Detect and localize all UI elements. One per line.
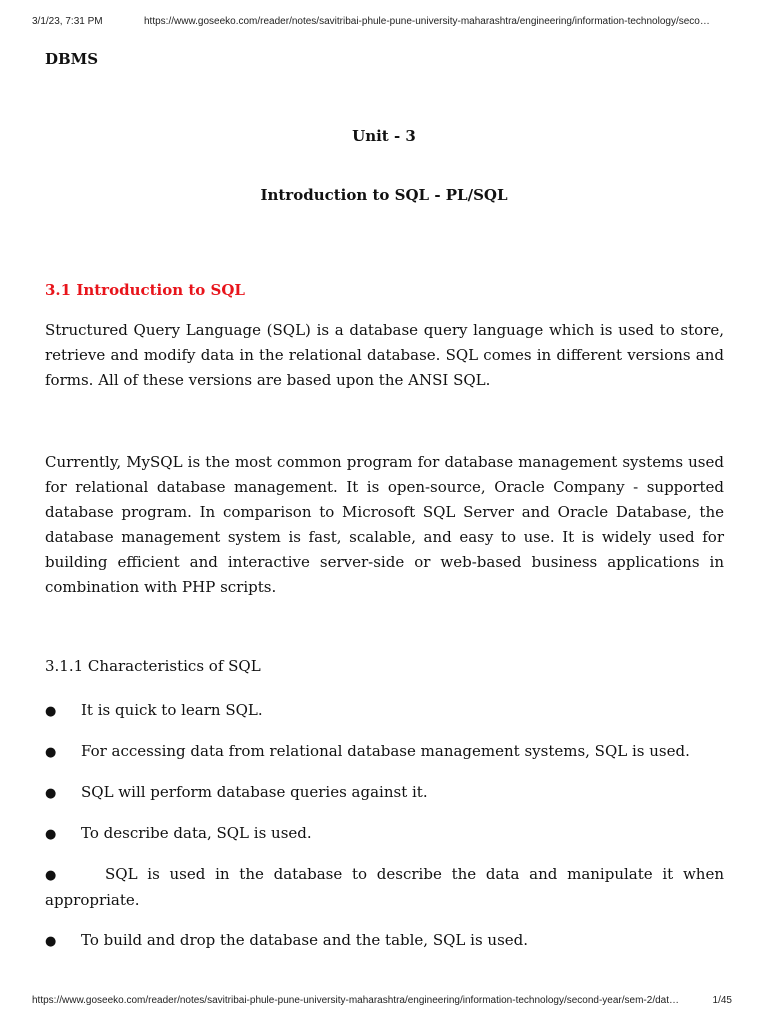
bullet-item <box>45 928 724 954</box>
unit-title: Unit - 3 <box>352 127 416 145</box>
bullet-icon: ● <box>45 827 57 842</box>
chapter-title: Introduction to SQL - PL/SQL <box>260 186 508 204</box>
bullet-text: For accessing data from relational database management systems, SQL is used. <box>81 742 690 760</box>
bullet-text: SQL is used in the database to describe the data and manipulate it when appropriate. <box>45 865 724 909</box>
print-date: 3/1/23, 7:31 PM <box>32 16 103 27</box>
bullet-icon: ● <box>45 786 57 801</box>
bullet-text: It is quick to learn SQL. <box>81 701 263 719</box>
bullet-text: SQL will perform database queries against it. <box>81 783 428 801</box>
intro-paragraph-2: Currently, MySQL is the most common program for database management systems used for relational database management. It is open-source, Oracle Company - supported database program. In comparison to Microsoft SQL Server and Oracle Database, the database management system is fast, scalable, and easy to use. It is widely used for building efficient and interactive server-side or web-based business applications in combination with PHP scripts. <box>45 453 724 596</box>
bullet-item <box>45 780 724 806</box>
bullet-text: To build and drop the database and the table, SQL is used. <box>81 931 529 949</box>
print-footer <box>32 995 732 1006</box>
section-heading: 3.1 Introduction to SQL <box>45 281 245 299</box>
print-header <box>32 16 732 27</box>
print-footer-url: https://www.goseeko.com/reader/notes/savitribai-phule-pune-university-maharashtra/engineering/information-technology/second-year/sem-2/dat… <box>32 995 679 1006</box>
intro-paragraph-1: Structured Query Language (SQL) is a database query language which is used to store, retrieve and modify data in the relational database. SQL comes in different versions and forms. All of these versions are based upon the ANSI SQL. <box>45 321 724 389</box>
bullet-icon: ● <box>45 868 57 883</box>
page-number: 1/45 <box>712 995 732 1006</box>
bullet-item <box>45 821 724 847</box>
bullet-item <box>45 698 724 724</box>
bullet-icon: ● <box>45 745 57 760</box>
bullet-item <box>45 739 724 765</box>
subsection-heading: 3.1.1 Characteristics of SQL <box>45 657 261 675</box>
subject-title: DBMS <box>45 50 99 68</box>
bullet-icon: ● <box>45 704 57 719</box>
print-header-url: https://www.goseeko.com/reader/notes/savitribai-phule-pune-university-maharashtra/engineering/information-technology/seco… <box>144 16 710 27</box>
bullet-icon: ● <box>45 934 57 949</box>
bullet-item <box>45 862 724 913</box>
bullet-text: To describe data, SQL is used. <box>81 824 312 842</box>
